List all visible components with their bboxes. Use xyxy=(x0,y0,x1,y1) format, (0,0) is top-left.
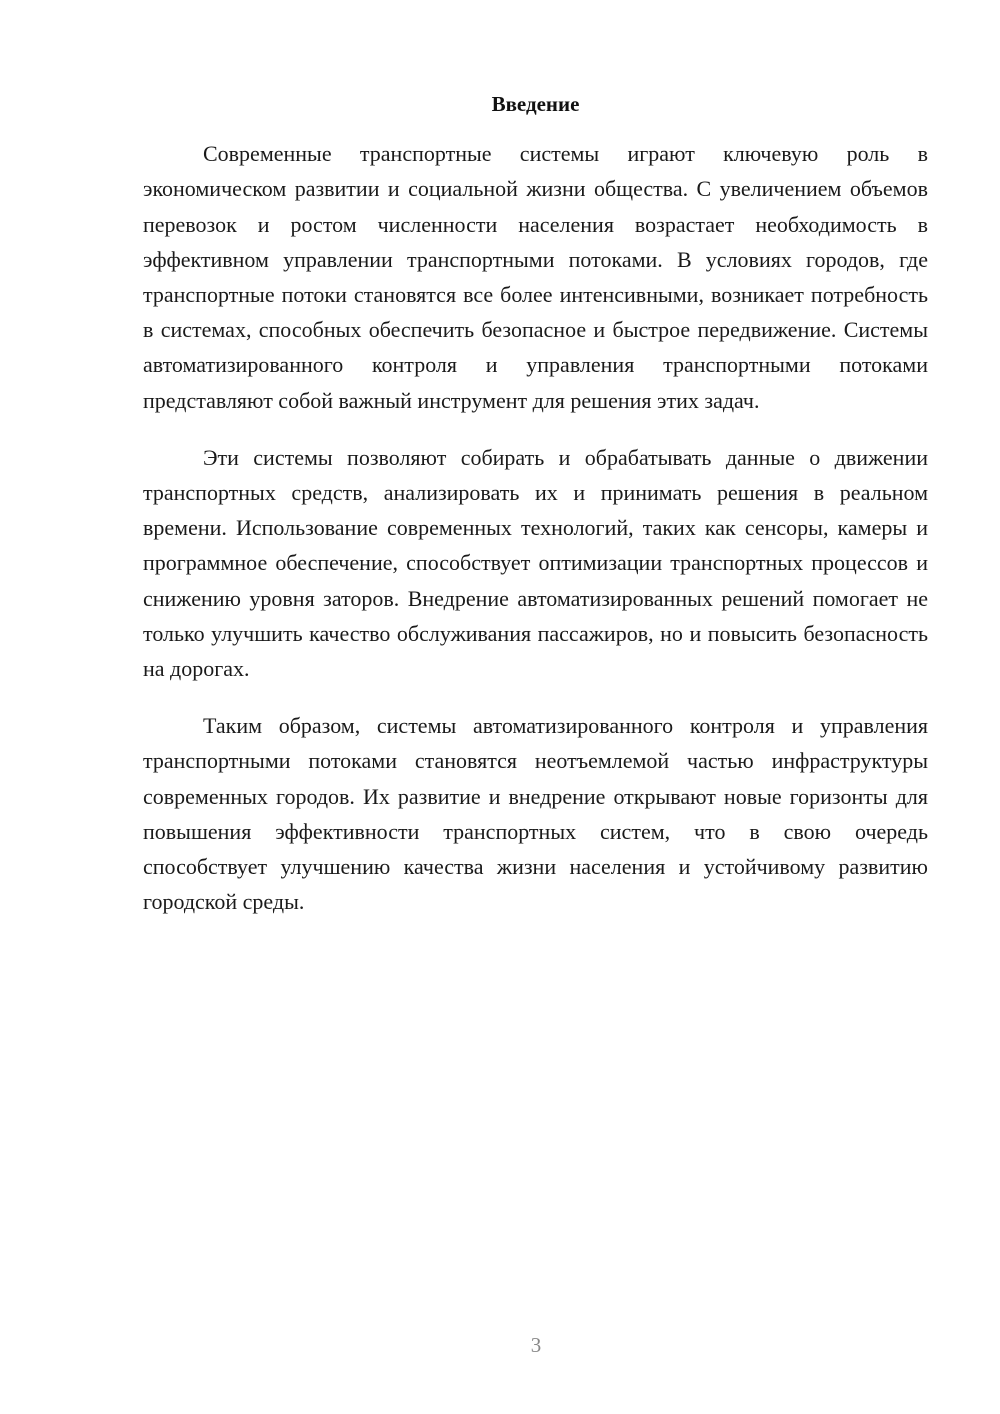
paragraph-1: Современные транспортные системы играют ключевую роль в экономическом развитии и социальной жизни общества. С увеличением объемов перевозок и ростом численности населения возрастает необходимость в эффективном управлении транспортными потоками. В условиях городов, где транспортные потоки становятся все более интенсивными, возникает потребность в системах, способных обеспечить безопасное и быстрое передвижение. Системы автоматизированного контроля и управления транспортными потоками представляют собой важный инструмент для решения этих задач. xyxy=(143,141,928,413)
section-heading: Введение xyxy=(491,92,580,116)
page-number: 3 xyxy=(530,1333,542,1357)
paragraph-2: Эти системы позволяют собирать и обрабатывать данные о движении транспортных средств, анализировать их и принимать решения в реальном времени. Использование современных технологий, таких как сенсоры, камеры и программное обеспечение, способствует оптимизации транспортных процессов и снижению уровня заторов. Внедрение автоматизированных решений помогает не только улучшить качество обслуживания пассажиров, но и повысить безопасность на дорогах. xyxy=(143,444,928,682)
page-content xyxy=(143,92,928,941)
paragraph-3: Таким образом, системы автоматизированного контроля и управления транспортными потоками становятся неотъемлемой частью инфраструктуры современных городов. Их развитие и внедрение открывают новые горизонты для повышения эффективности транспортных систем, что в свою очередь способствует улучшению качества жизни населения и устойчивому развитию городской среды. xyxy=(143,713,928,915)
